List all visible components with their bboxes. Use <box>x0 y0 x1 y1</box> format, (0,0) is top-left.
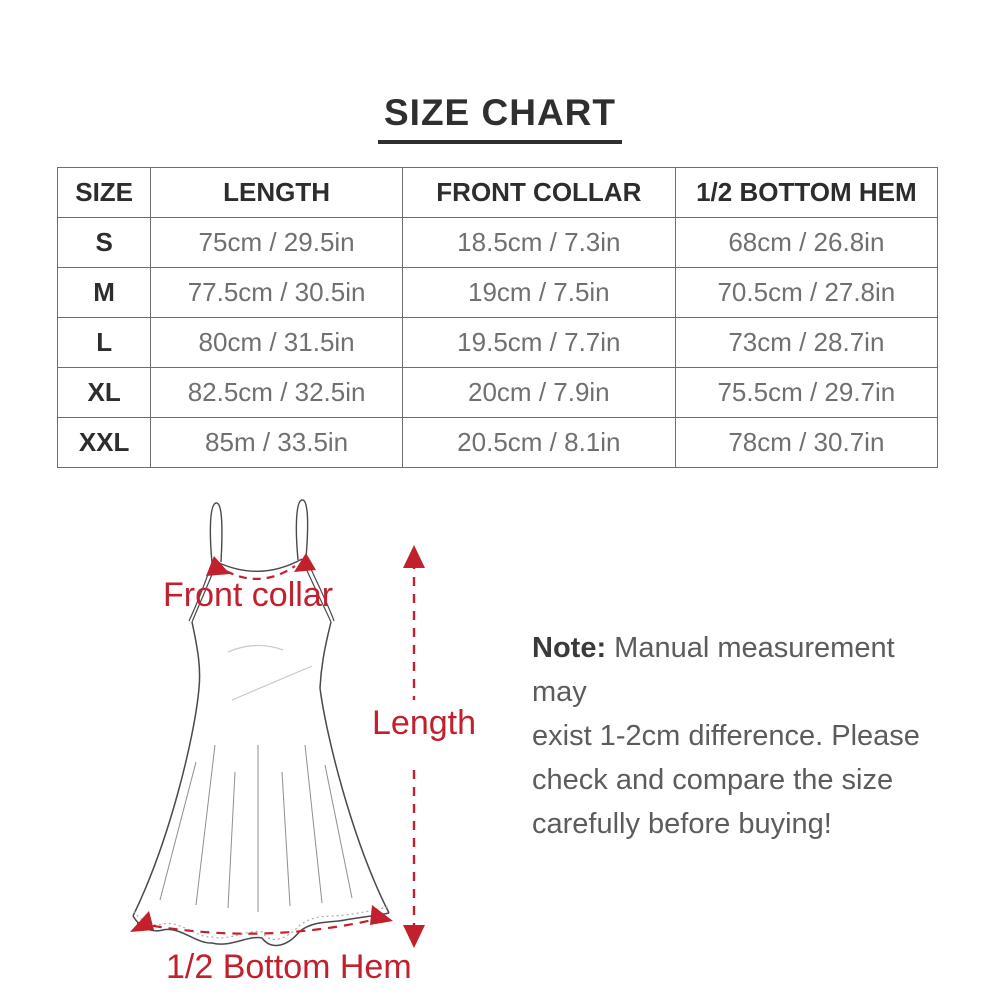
size-label: S <box>58 218 151 268</box>
col-header-collar: FRONT COLLAR <box>402 168 675 218</box>
size-table <box>57 167 938 468</box>
note-label: Note: <box>532 632 607 664</box>
note-line: exist 1-2cm difference. Please <box>532 720 920 752</box>
note-line: carefully before buying! <box>532 808 832 840</box>
table-row <box>58 268 938 318</box>
length-value: 77.5cm / 30.5in <box>151 268 403 318</box>
length-arrow-up <box>403 545 425 568</box>
length-value: 82.5cm / 32.5in <box>151 368 403 418</box>
dress-fold-lines <box>160 745 352 912</box>
table-row <box>58 418 938 468</box>
length-value: 75cm / 29.5in <box>151 218 403 268</box>
note-line: check and compare the size <box>532 764 894 796</box>
bottom-hem-label: 1/2 Bottom Hem <box>166 948 412 986</box>
bottom-hem-value: 70.5cm / 27.8in <box>675 268 937 318</box>
size-label: XXL <box>58 418 151 468</box>
dress-neckline <box>217 559 302 571</box>
measurement-note <box>532 626 932 846</box>
collar-value: 19cm / 7.5in <box>402 268 675 318</box>
page-title: SIZE CHART <box>378 92 622 144</box>
collar-value: 18.5cm / 7.3in <box>402 218 675 268</box>
dress-chest-lines <box>228 645 312 700</box>
length-label: Length <box>372 704 476 742</box>
title-wrap <box>0 92 1000 144</box>
length-value: 80cm / 31.5in <box>151 318 403 368</box>
size-label: L <box>58 318 151 368</box>
dress-left-side <box>133 622 200 916</box>
bottom-hem-value: 68cm / 26.8in <box>675 218 937 268</box>
size-label: M <box>58 268 151 318</box>
collar-value: 20.5cm / 8.1in <box>402 418 675 468</box>
length-arrow-down <box>403 925 425 948</box>
bottom-hem-value: 73cm / 28.7in <box>675 318 937 368</box>
size-label: XL <box>58 368 151 418</box>
bottom-hem-value: 78cm / 30.7in <box>675 418 937 468</box>
table-row <box>58 318 938 368</box>
note-line <box>532 626 932 714</box>
bottom-hem-value: 75.5cm / 29.7in <box>675 368 937 418</box>
front-collar-label: Front collar <box>163 576 334 614</box>
col-header-length: LENGTH <box>151 168 403 218</box>
table-row <box>58 218 938 268</box>
note-text: Manual measurement may <box>532 632 895 708</box>
col-header-size: SIZE <box>58 168 151 218</box>
table-row <box>58 368 938 418</box>
col-header-bottom-hem: 1/2 BOTTOM HEM <box>675 168 937 218</box>
dress-right-side <box>320 622 389 913</box>
table-header-row <box>58 168 938 218</box>
collar-value: 20cm / 7.9in <box>402 368 675 418</box>
dress-right-strap <box>296 500 307 560</box>
length-value: 85m / 33.5in <box>151 418 403 468</box>
dress-left-strap <box>210 503 222 563</box>
dress-hem-stitch <box>134 907 388 939</box>
collar-value: 19.5cm / 7.7in <box>402 318 675 368</box>
